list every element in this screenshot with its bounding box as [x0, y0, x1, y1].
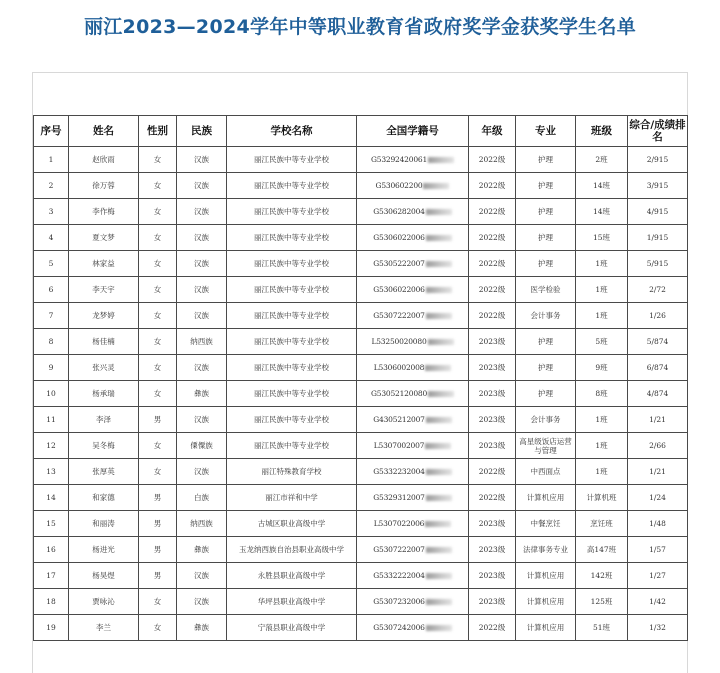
- cell-major: 会计事务: [516, 303, 576, 329]
- cell-rank: 5/915: [628, 251, 688, 277]
- cell-ethnic: 纳西族: [177, 329, 227, 355]
- cell-gender: 女: [139, 173, 177, 199]
- cell-major: 计算机应用: [516, 589, 576, 615]
- cell-name: 徐万蓉: [69, 173, 139, 199]
- cell-school: 宁蒗县职业高级中学: [227, 615, 357, 641]
- student-id-text: G5332222004: [373, 571, 425, 580]
- cell-class: 8班: [576, 381, 628, 407]
- cell-student-id: [357, 277, 469, 303]
- cell-gender: 男: [139, 563, 177, 589]
- cell-gender: 女: [139, 615, 177, 641]
- cell-school: 丽江民族中等专业学校: [227, 199, 357, 225]
- cell-gender: 男: [139, 485, 177, 511]
- cell-grade: 2023级: [469, 407, 516, 433]
- cell-class: 1班: [576, 303, 628, 329]
- cell-class: 15班: [576, 225, 628, 251]
- table-body: [34, 147, 688, 641]
- student-id-text: G53292420061: [370, 155, 428, 164]
- cell-rank: 1/57: [628, 537, 688, 563]
- header-grade: 年级: [469, 116, 516, 147]
- cell-grade: 2022级: [469, 485, 516, 511]
- cell-major: 护理: [516, 355, 576, 381]
- cell-student-id: [357, 537, 469, 563]
- cell-no: 17: [34, 563, 69, 589]
- cell-gender: 男: [139, 511, 177, 537]
- cell-gender: 女: [139, 199, 177, 225]
- cell-name: 贾咏沁: [69, 589, 139, 615]
- cell-ethnic: 纳西族: [177, 511, 227, 537]
- cell-class: 计算机班: [576, 485, 628, 511]
- cell-no: 5: [34, 251, 69, 277]
- cell-class: 烹饪班: [576, 511, 628, 537]
- cell-gender: 女: [139, 589, 177, 615]
- cell-grade: 2023级: [469, 563, 516, 589]
- cell-grade: 2022级: [469, 277, 516, 303]
- redaction-blur: [426, 625, 452, 631]
- cell-no: 14: [34, 485, 69, 511]
- table-row: [34, 147, 688, 173]
- cell-grade: 2022级: [469, 173, 516, 199]
- cell-name: 李泽: [69, 407, 139, 433]
- cell-school: 丽江民族中等专业学校: [227, 173, 357, 199]
- cell-ethnic: 汉族: [177, 355, 227, 381]
- cell-class: 1班: [576, 251, 628, 277]
- cell-rank: 1/915: [628, 225, 688, 251]
- header-rank: 综合/成绩排名: [628, 116, 688, 147]
- cell-school: 古城区职业高级中学: [227, 511, 357, 537]
- cell-student-id: [357, 589, 469, 615]
- cell-name: 和家德: [69, 485, 139, 511]
- header-ethnic: 民族: [177, 116, 227, 147]
- cell-name: 杨承瑞: [69, 381, 139, 407]
- cell-no: 6: [34, 277, 69, 303]
- cell-student-id: [357, 563, 469, 589]
- cell-class: 1班: [576, 433, 628, 459]
- cell-student-id: [357, 407, 469, 433]
- cell-name: 张兴灵: [69, 355, 139, 381]
- award-table: [33, 115, 688, 641]
- cell-major: 医学检验: [516, 277, 576, 303]
- cell-major: 会计事务: [516, 407, 576, 433]
- cell-major: 中餐烹饪: [516, 511, 576, 537]
- cell-no: 12: [34, 433, 69, 459]
- cell-school: 丽江特殊教育学校: [227, 459, 357, 485]
- cell-school: 玉龙纳西族自治县职业高级中学: [227, 537, 357, 563]
- cell-ethnic: 汉族: [177, 225, 227, 251]
- cell-rank: 2/915: [628, 147, 688, 173]
- cell-class: 51班: [576, 615, 628, 641]
- cell-ethnic: 汉族: [177, 563, 227, 589]
- cell-grade: 2023级: [469, 355, 516, 381]
- cell-ethnic: 汉族: [177, 173, 227, 199]
- cell-rank: 4/874: [628, 381, 688, 407]
- table-row: [34, 537, 688, 563]
- redaction-blur: [426, 235, 452, 241]
- redaction-blur: [423, 183, 449, 189]
- cell-grade: 2022级: [469, 251, 516, 277]
- cell-rank: 1/26: [628, 303, 688, 329]
- cell-name: 林家益: [69, 251, 139, 277]
- header-major: 专业: [516, 116, 576, 147]
- cell-school: 丽江民族中等专业学校: [227, 381, 357, 407]
- cell-class: 125班: [576, 589, 628, 615]
- cell-rank: 1/21: [628, 459, 688, 485]
- cell-gender: 女: [139, 251, 177, 277]
- cell-student-id: [357, 329, 469, 355]
- cell-student-id: [357, 355, 469, 381]
- blank-row: [33, 73, 687, 115]
- table-row: [34, 381, 688, 407]
- cell-rank: 1/48: [628, 511, 688, 537]
- cell-major: 护理: [516, 147, 576, 173]
- cell-major: 中西面点: [516, 459, 576, 485]
- cell-no: 3: [34, 199, 69, 225]
- cell-grade: 2022级: [469, 303, 516, 329]
- header-name: 姓名: [69, 116, 139, 147]
- table-row: [34, 615, 688, 641]
- cell-major: 护理: [516, 329, 576, 355]
- cell-gender: 女: [139, 329, 177, 355]
- cell-grade: 2022级: [469, 459, 516, 485]
- header-school: 学校名称: [227, 116, 357, 147]
- cell-ethnic: 汉族: [177, 147, 227, 173]
- cell-rank: 6/874: [628, 355, 688, 381]
- cell-class: 5班: [576, 329, 628, 355]
- table-row: [34, 511, 688, 537]
- cell-rank: 2/66: [628, 433, 688, 459]
- table-row: [34, 485, 688, 511]
- cell-class: 14班: [576, 173, 628, 199]
- cell-name: 李作梅: [69, 199, 139, 225]
- cell-grade: 2022级: [469, 147, 516, 173]
- cell-grade: 2023级: [469, 329, 516, 355]
- student-id-text: L5307022006: [373, 519, 425, 528]
- student-id-text: G5305222007: [373, 259, 425, 268]
- cell-school: 丽江民族中等专业学校: [227, 147, 357, 173]
- table-row: [34, 459, 688, 485]
- table-row: [34, 225, 688, 251]
- cell-class: 14班: [576, 199, 628, 225]
- redaction-blur: [428, 157, 454, 163]
- cell-student-id: [357, 199, 469, 225]
- student-id-text: L5306002008: [373, 363, 425, 372]
- cell-grade: 2023级: [469, 433, 516, 459]
- cell-major: 护理: [516, 381, 576, 407]
- cell-student-id: [357, 459, 469, 485]
- student-id-text: L53250020080: [371, 337, 427, 346]
- cell-class: 9班: [576, 355, 628, 381]
- cell-grade: 2023级: [469, 537, 516, 563]
- redaction-blur: [428, 391, 454, 397]
- cell-gender: 女: [139, 277, 177, 303]
- cell-name: 李兰: [69, 615, 139, 641]
- cell-rank: 1/24: [628, 485, 688, 511]
- cell-no: 9: [34, 355, 69, 381]
- cell-major: 计算机应用: [516, 615, 576, 641]
- table-row: [34, 407, 688, 433]
- cell-major: 护理: [516, 199, 576, 225]
- cell-name: 夏文梦: [69, 225, 139, 251]
- cell-ethnic: 彝族: [177, 537, 227, 563]
- cell-gender: 男: [139, 537, 177, 563]
- cell-gender: 男: [139, 407, 177, 433]
- cell-school: 丽江民族中等专业学校: [227, 355, 357, 381]
- cell-student-id: [357, 615, 469, 641]
- cell-class: 1班: [576, 459, 628, 485]
- cell-student-id: [357, 173, 469, 199]
- cell-gender: 女: [139, 459, 177, 485]
- cell-ethnic: 汉族: [177, 199, 227, 225]
- cell-class: 1班: [576, 407, 628, 433]
- header-gender: 性别: [139, 116, 177, 147]
- cell-grade: 2022级: [469, 615, 516, 641]
- student-id-text: L5307002007: [373, 441, 425, 450]
- cell-name: 杨昊煜: [69, 563, 139, 589]
- cell-gender: 女: [139, 381, 177, 407]
- redaction-blur: [426, 573, 452, 579]
- cell-class: 2班: [576, 147, 628, 173]
- cell-student-id: [357, 225, 469, 251]
- redaction-blur: [426, 287, 452, 293]
- cell-gender: 女: [139, 303, 177, 329]
- cell-no: 15: [34, 511, 69, 537]
- cell-class: 高147班: [576, 537, 628, 563]
- cell-no: 10: [34, 381, 69, 407]
- cell-ethnic: 傈僳族: [177, 433, 227, 459]
- cell-major: 护理: [516, 225, 576, 251]
- cell-major: 法律事务专业: [516, 537, 576, 563]
- student-id-text: G5307232006: [373, 597, 425, 606]
- table-row: [34, 199, 688, 225]
- cell-school: 丽江民族中等专业学校: [227, 251, 357, 277]
- cell-ethnic: 彝族: [177, 615, 227, 641]
- redaction-blur: [426, 547, 452, 553]
- cell-rank: 4/915: [628, 199, 688, 225]
- student-id-text: G4305212007: [373, 415, 425, 424]
- cell-rank: 3/915: [628, 173, 688, 199]
- cell-name: 张厚英: [69, 459, 139, 485]
- cell-no: 8: [34, 329, 69, 355]
- redaction-blur: [425, 443, 451, 449]
- cell-no: 16: [34, 537, 69, 563]
- cell-student-id: [357, 251, 469, 277]
- cell-school: 丽江民族中等专业学校: [227, 407, 357, 433]
- cell-school: 丽江市祥和中学: [227, 485, 357, 511]
- student-id-text: G5307222007: [373, 545, 425, 554]
- student-id-text: G5329312007: [373, 493, 425, 502]
- redaction-blur: [425, 521, 451, 527]
- cell-major: 计算机应用: [516, 485, 576, 511]
- redaction-blur: [426, 495, 452, 501]
- cell-class: 142班: [576, 563, 628, 589]
- cell-name: 和丽涛: [69, 511, 139, 537]
- cell-rank: 1/32: [628, 615, 688, 641]
- table-row: [34, 563, 688, 589]
- redaction-blur: [426, 261, 452, 267]
- header-no: 序号: [34, 116, 69, 147]
- cell-ethnic: 彝族: [177, 381, 227, 407]
- table-row: [34, 251, 688, 277]
- cell-no: 7: [34, 303, 69, 329]
- cell-ethnic: 汉族: [177, 277, 227, 303]
- cell-grade: 2022级: [469, 199, 516, 225]
- cell-no: 4: [34, 225, 69, 251]
- cell-student-id: [357, 147, 469, 173]
- cell-gender: 女: [139, 433, 177, 459]
- cell-rank: 1/27: [628, 563, 688, 589]
- cell-major: 护理: [516, 251, 576, 277]
- cell-grade: 2023级: [469, 511, 516, 537]
- student-id-text: G5306022006: [373, 233, 425, 242]
- cell-student-id: [357, 381, 469, 407]
- header-student-id: 全国学籍号: [357, 116, 469, 147]
- cell-student-id: [357, 433, 469, 459]
- table-row: [34, 277, 688, 303]
- cell-class: 1班: [576, 277, 628, 303]
- table-row: [34, 589, 688, 615]
- cell-school: 永胜县职业高级中学: [227, 563, 357, 589]
- spreadsheet-sheet: [32, 72, 688, 673]
- cell-no: 19: [34, 615, 69, 641]
- cell-rank: 2/72: [628, 277, 688, 303]
- student-id-text: G530602200: [375, 181, 423, 190]
- cell-major: 高星级饭店运营与管理: [516, 433, 576, 459]
- student-id-text: G5307242006: [373, 623, 425, 632]
- cell-rank: 5/874: [628, 329, 688, 355]
- redaction-blur: [426, 417, 452, 423]
- cell-student-id: [357, 303, 469, 329]
- cell-gender: 女: [139, 225, 177, 251]
- cell-ethnic: 汉族: [177, 589, 227, 615]
- student-id-text: G53052120080: [370, 389, 428, 398]
- cell-school: 丽江民族中等专业学校: [227, 277, 357, 303]
- cell-rank: 1/42: [628, 589, 688, 615]
- table-row: [34, 329, 688, 355]
- cell-ethnic: 白族: [177, 485, 227, 511]
- cell-school: 丽江民族中等专业学校: [227, 225, 357, 251]
- page-title: 丽江2023—2024学年中等职业教育省政府奖学金获奖学生名单: [83, 16, 637, 38]
- redaction-blur: [426, 469, 452, 475]
- cell-no: 2: [34, 173, 69, 199]
- cell-student-id: [357, 511, 469, 537]
- cell-no: 13: [34, 459, 69, 485]
- cell-major: 护理: [516, 173, 576, 199]
- cell-gender: 女: [139, 355, 177, 381]
- cell-major: 计算机应用: [516, 563, 576, 589]
- redaction-blur: [426, 313, 452, 319]
- cell-gender: 女: [139, 147, 177, 173]
- cell-ethnic: 汉族: [177, 303, 227, 329]
- cell-name: 赵欣雨: [69, 147, 139, 173]
- header-class: 班级: [576, 116, 628, 147]
- table-header-row: [34, 116, 688, 147]
- cell-student-id: [357, 485, 469, 511]
- cell-name: 龙梦婷: [69, 303, 139, 329]
- cell-school: 丽江民族中等专业学校: [227, 303, 357, 329]
- cell-grade: 2022级: [469, 225, 516, 251]
- redaction-blur: [428, 339, 454, 345]
- student-id-text: G5332232004: [373, 467, 425, 476]
- cell-name: 杨进光: [69, 537, 139, 563]
- cell-school: 丽江民族中等专业学校: [227, 329, 357, 355]
- cell-grade: 2023级: [469, 589, 516, 615]
- cell-grade: 2023级: [469, 381, 516, 407]
- table-row: [34, 355, 688, 381]
- cell-school: 华坪县职业高级中学: [227, 589, 357, 615]
- cell-no: 18: [34, 589, 69, 615]
- redaction-blur: [425, 365, 451, 371]
- cell-ethnic: 汉族: [177, 459, 227, 485]
- cell-name: 李天宇: [69, 277, 139, 303]
- table-row: [34, 433, 688, 459]
- cell-ethnic: 汉族: [177, 251, 227, 277]
- student-id-text: G5306022006: [373, 285, 425, 294]
- cell-no: 1: [34, 147, 69, 173]
- cell-school: 丽江民族中等专业学校: [227, 433, 357, 459]
- cell-rank: 1/21: [628, 407, 688, 433]
- table-row: [34, 303, 688, 329]
- redaction-blur: [426, 599, 452, 605]
- redaction-blur: [426, 209, 452, 215]
- cell-no: 11: [34, 407, 69, 433]
- cell-name: 吴冬梅: [69, 433, 139, 459]
- student-id-text: G5307222007: [373, 311, 425, 320]
- table-row: [34, 173, 688, 199]
- cell-name: 杨佳楠: [69, 329, 139, 355]
- student-id-text: G5306282004: [373, 207, 425, 216]
- cell-ethnic: 汉族: [177, 407, 227, 433]
